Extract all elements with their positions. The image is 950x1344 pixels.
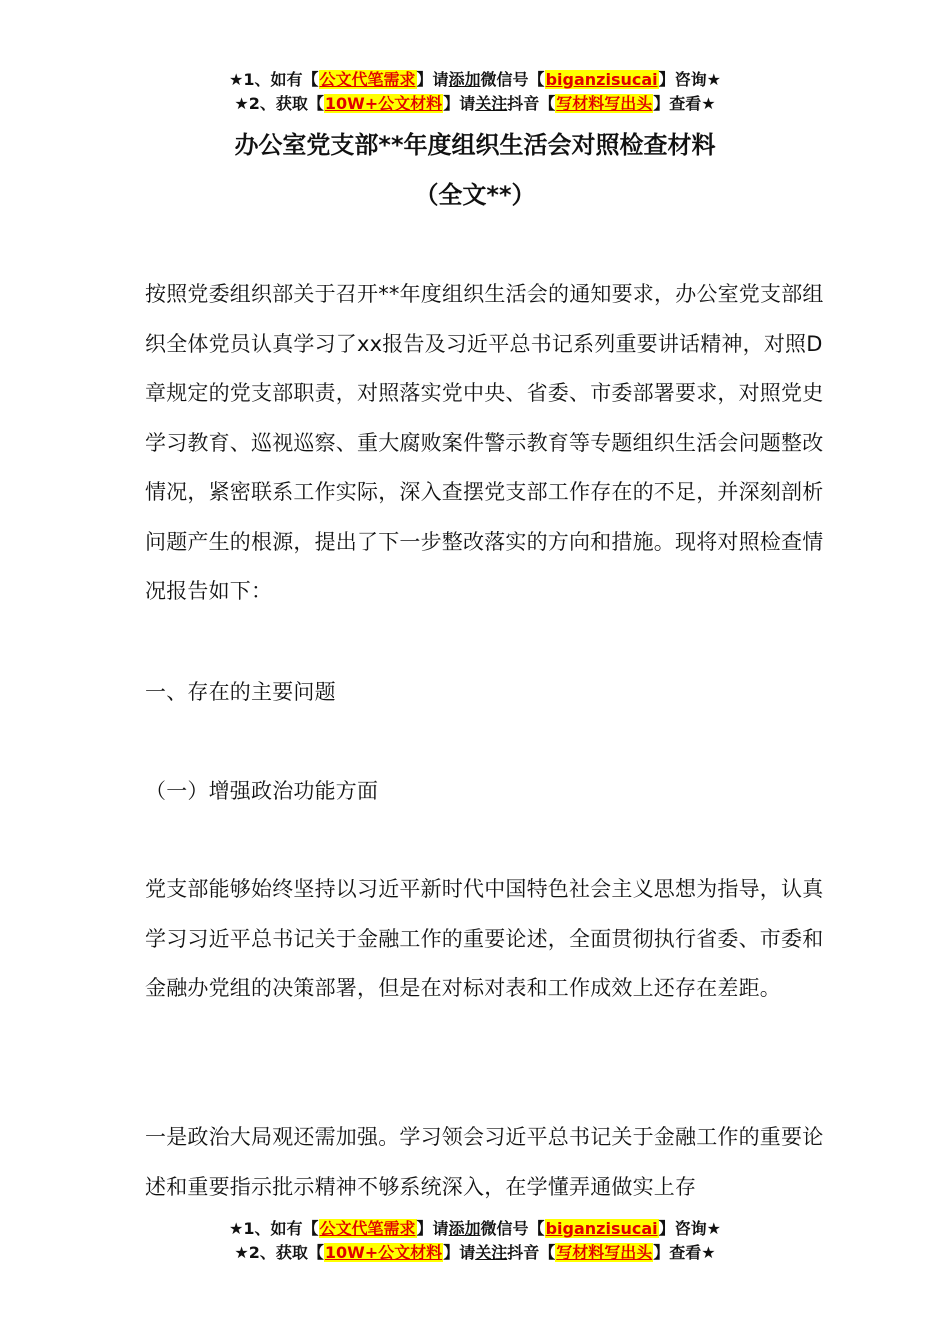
intro-paragraph — [145, 270, 835, 617]
banner-highlight-douyin: 写材料写出头 — [556, 94, 653, 113]
body-text-1: 党支部能够始终坚持以习近平新时代中国特色社会主义思想为指导，认真学习习近平总书记关于金融工作的重要论述，全面贯彻执行省委、市委和金融办党组的决策部署，但是在对标对表和工作成效上还存在差距。 — [145, 877, 824, 1000]
intro-text: 按照党委组织部关于召开**年度组织生活会的通知要求，办公室党支部组织全体党员认真学习了xx报告及习近平总书记系列重要讲话精神，对照D章规定的党支部职责，对照落实党中央、省委、市委部署要求，对照党史学习教育、巡视巡察、重大腐败案件警示教育等专题组织生活会问题整改情况，紧密联系工作实际，深入查摆党支部工作存在的不足，并深刻剖析问题产生的根源，提出了下一步整改落实的方向和措施。现将对照检查情况报告如下： — [145, 282, 824, 603]
banner-text: 微信号【 — [480, 1219, 545, 1238]
banner-emphasis: 关注 — [475, 1243, 508, 1262]
top-banner — [0, 68, 950, 116]
subsection-heading — [145, 767, 835, 817]
banner-highlight-materials: 10W+公文材料 — [324, 94, 443, 113]
banner-text: 】请 — [443, 94, 476, 113]
banner-highlight-wechat: biganzisucai — [545, 70, 658, 89]
body-text-2: 一是政治大局观还需加强。学习领会习近平总书记关于金融工作的重要论述和重要指示批示精神不够系统深入，在学懂弄通做实上存 — [145, 1125, 824, 1199]
banner-emphasis: 关注 — [475, 94, 508, 113]
document-title: 办公室党支部**年度组织生活会对照检查材料 — [234, 131, 716, 159]
section-heading — [145, 668, 835, 718]
banner-line-1 — [0, 68, 950, 92]
banner-highlight-service: 公文代笔需求 — [319, 70, 416, 89]
banner-emphasis: 添加 — [448, 70, 481, 89]
banner-text: ★1、如有【 — [229, 70, 319, 89]
banner-text: 微信号【 — [480, 70, 545, 89]
banner-text: 抖音【 — [507, 94, 556, 113]
banner-text: 】咨询★ — [658, 1219, 721, 1238]
banner-text: 】咨询★ — [658, 70, 721, 89]
banner-highlight-materials: 10W+公文材料 — [324, 1243, 443, 1262]
banner-text: 】请 — [416, 1219, 449, 1238]
heading-political-function: （一）增强政治功能方面 — [145, 779, 379, 803]
heading-main-problems: 一、存在的主要问题 — [145, 680, 336, 704]
banner-line-1 — [0, 1217, 950, 1241]
banner-text: 】请 — [443, 1243, 476, 1262]
banner-text: 】查看★ — [653, 94, 716, 113]
document-subtitle: （全文**） — [414, 181, 536, 209]
banner-text: 抖音【 — [507, 1243, 556, 1262]
banner-line-2 — [0, 92, 950, 116]
banner-text: 】查看★ — [653, 1243, 716, 1262]
banner-highlight-service: 公文代笔需求 — [319, 1219, 416, 1238]
banner-text: 】请 — [416, 70, 449, 89]
banner-text: ★2、获取【 — [234, 1243, 324, 1262]
banner-emphasis: 添加 — [448, 1219, 481, 1238]
banner-text: ★1、如有【 — [229, 1219, 319, 1238]
bottom-banner — [0, 1217, 950, 1265]
body-paragraph — [145, 865, 835, 1014]
banner-line-2 — [0, 1241, 950, 1265]
body-paragraph — [145, 1113, 835, 1212]
banner-highlight-wechat: biganzisucai — [545, 1219, 658, 1238]
banner-highlight-douyin: 写材料写出头 — [556, 1243, 653, 1262]
banner-text: ★2、获取【 — [234, 94, 324, 113]
